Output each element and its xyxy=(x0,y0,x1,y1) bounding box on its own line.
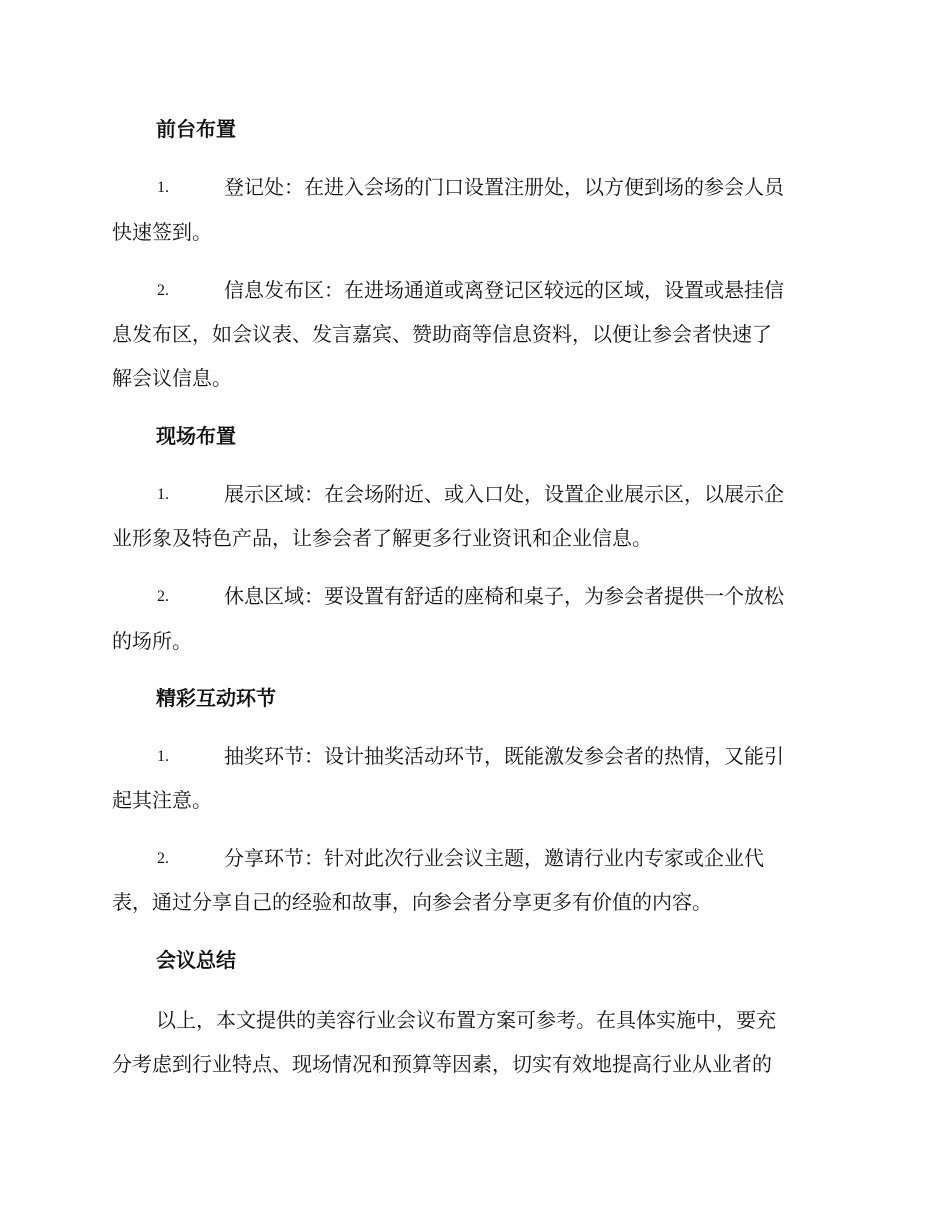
paragraph-line: 分考虑到行业特点、现场情况和预算等因素，切实有效地提高行业从业者的 xyxy=(112,1052,772,1076)
list-item-line: 分享环节：针对此次行业会议主题，邀请行业内专家或企业代 xyxy=(224,846,764,870)
list-item-line: 展示区域：在会场附近、或入口处，设置企业展示区，以展示企 xyxy=(224,482,784,506)
section-heading: 精彩互动环节 xyxy=(156,686,276,710)
list-item-line: 登记处：在进入会场的门口设置注册处，以方便到场的参会人员 xyxy=(224,175,784,199)
list-item-number: 1. xyxy=(157,486,169,503)
paragraph-line: 以上，本文提供的美容行业会议布置方案可参考。在具体实施中，要充 xyxy=(156,1008,776,1032)
list-item-line: 表，通过分享自己的经验和故事，向参会者分享更多有价值的内容。 xyxy=(112,890,712,914)
list-item-line: 休息区域：要设置有舒适的座椅和桌子，为参会者提供一个放松 xyxy=(224,584,784,608)
section-heading: 现场布置 xyxy=(156,424,236,448)
section-heading: 前台布置 xyxy=(156,117,236,141)
list-item-line: 业形象及特色产品，让参会者了解更多行业资讯和企业信息。 xyxy=(112,526,652,550)
list-item-line: 息发布区，如会议表、发言嘉宾、赞助商等信息资料，以便让参会者快速了 xyxy=(112,322,772,346)
list-item-number: 1. xyxy=(157,748,169,765)
list-item-line: 的场所。 xyxy=(112,629,192,653)
list-item-line: 抽奖环节：设计抽奖活动环节，既能激发参会者的热情，又能引 xyxy=(224,744,784,768)
list-item-line: 快速签到。 xyxy=(112,220,212,244)
list-item-line: 解会议信息。 xyxy=(112,366,232,390)
list-item-number: 2. xyxy=(157,588,169,605)
list-item-line: 信息发布区：在进场通道或离登记区较远的区域，设置或悬挂信 xyxy=(224,278,784,302)
list-item-number: 2. xyxy=(157,282,169,299)
section-heading: 会议总结 xyxy=(156,948,236,972)
list-item-number: 1. xyxy=(157,179,169,196)
list-item-line: 起其注意。 xyxy=(112,788,212,812)
list-item-number: 2. xyxy=(157,850,169,867)
